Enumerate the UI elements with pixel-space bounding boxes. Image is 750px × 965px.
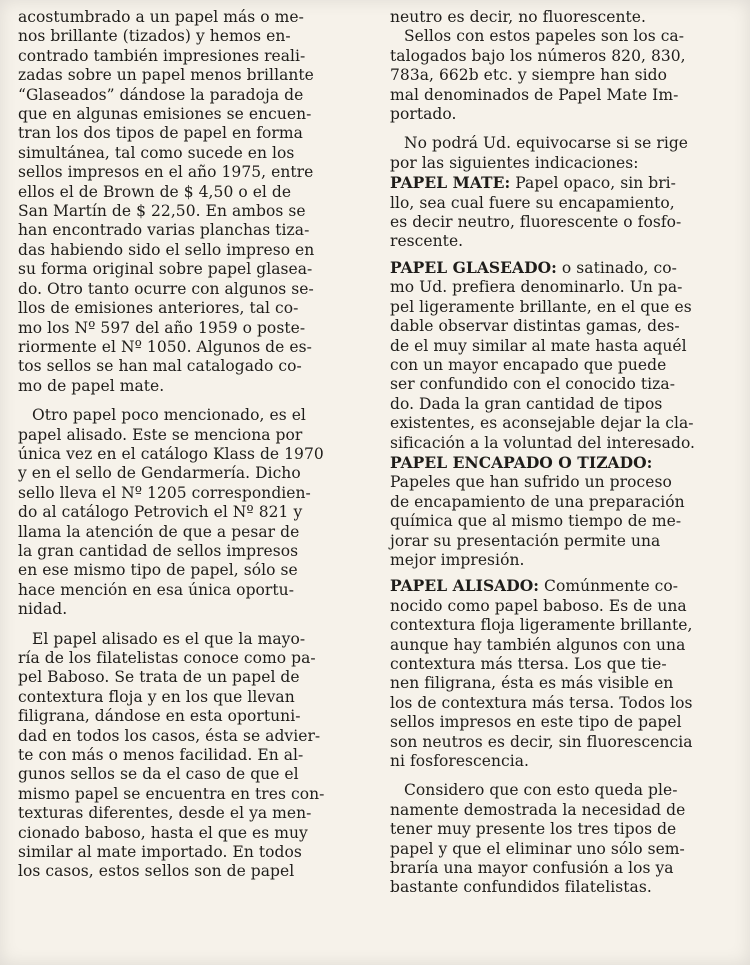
text-line: Considero que con esto queda ple- <box>404 781 678 800</box>
text-line: nen filigrana, ésta es más visible en <box>390 674 674 693</box>
paragraph <box>390 134 722 173</box>
text-line: contrado también impresiones reali- <box>18 46 306 65</box>
text-line: mo de papel mate. <box>18 376 165 395</box>
text-line: sellos impresos en este tipo de papel <box>390 713 682 732</box>
text-line: los casos, estos sellos son de papel <box>18 862 295 881</box>
text-line: con un mayor encapado que puede <box>390 355 667 374</box>
text-line: ría de los filatelistas conoce como pa- <box>18 649 316 667</box>
text-line: acostumbrado a un papel más o me- <box>18 8 304 26</box>
definition-paper-mate <box>390 173 722 252</box>
text-line: texturas diferentes, desde el ya men- <box>18 804 312 823</box>
text-line: do. Otro tanto ocurre con algunos se- <box>18 279 314 298</box>
text-line <box>390 258 722 278</box>
text-line: papel alisado. Este se menciona por <box>18 425 303 444</box>
definition-term: PAPEL GLASEADO: <box>390 257 557 277</box>
text-line: han encontrado varias planchas tiza- <box>18 221 310 240</box>
text-line: los de contextura más tersa. Todos los <box>390 693 693 712</box>
text-line: pel ligeramente brillante, en el que es <box>390 297 692 316</box>
text-line: sellos impresos en el año 1975, entre <box>18 163 314 182</box>
text-line: San Martín de $ 22,50. En ambos se <box>18 202 306 221</box>
text-line: 783a, 662b etc. y siempre han sido <box>390 66 667 85</box>
text-line <box>390 576 722 596</box>
definition-text: o satinado, co- <box>556 258 677 277</box>
text-line: contextura más ttersa. Los que tie- <box>390 655 667 673</box>
text-line: papel y que el eliminar uno sólo sem- <box>390 839 685 858</box>
text-line: llos de emisiones anteriores, tal co- <box>18 299 299 318</box>
text-line: Otro papel poco mencionado, es el <box>32 406 306 425</box>
paragraph <box>390 8 722 124</box>
text-line: que en algunas emisiones se encuen- <box>18 105 312 124</box>
text-line: portado. <box>390 105 457 124</box>
text-line: cionado baboso, hasta el que es muy <box>18 823 308 842</box>
text-line <box>390 453 722 473</box>
text-line: ser confundido con el conocido tiza- <box>390 375 675 394</box>
text-line: pel Baboso. Se trata de un papel de <box>18 668 300 687</box>
right-column <box>390 8 722 898</box>
text-line: de el muy similar al mate hasta aquél <box>390 336 687 355</box>
text-line: son neutros es decir, sin fluorescencia <box>390 732 693 751</box>
definition-paper-glaseado <box>390 258 722 453</box>
text-line: química que al mismo tiempo de me- <box>390 512 682 531</box>
text-line: do al catálogo Petrovich el Nº 821 y <box>18 503 303 522</box>
text-line: tos sellos se han mal catalogado co- <box>18 357 302 376</box>
definition-text: Papel opaco, sin bri- <box>510 174 676 193</box>
text-line: nidad. <box>18 600 68 619</box>
text-line: y en el sello de Gendarmería. Dicho <box>18 464 301 483</box>
text-line: No podrá Ud. equivocarse si se rige <box>404 134 689 153</box>
text-line: sificación a la voluntad del interesado. <box>390 433 696 452</box>
text-line: aunque hay también algunos con una <box>390 635 686 654</box>
text-line: llo, sea cual fuere su encapamiento, <box>390 193 675 212</box>
text-line: bastante confundidos filatelistas. <box>390 878 652 897</box>
text-line: similar al mate importado. En todos <box>18 843 302 862</box>
text-line: jorar su presentación permite una <box>390 531 661 550</box>
text-line: do. Dada la gran cantidad de tipos <box>390 394 663 413</box>
definition-term: PAPEL ENCAPADO O TIZADO: <box>390 452 653 472</box>
text-line: dad en todos los casos, ésta se advier- <box>18 726 321 745</box>
text-line: hace mención en esa única oportu- <box>18 580 294 599</box>
text-line: contextura floja y en los que llevan <box>18 687 295 706</box>
text-line: das habiendo sido el sello impreso en <box>18 240 315 259</box>
text-line: en ese mismo tipo de papel, sólo se <box>18 561 298 580</box>
text-line: contextura floja ligeramente brillante, <box>390 616 693 635</box>
text-line: llama la atención de que a pesar de <box>18 522 300 541</box>
text-line: rescente. <box>390 232 464 251</box>
text-line: zadas sobre un papel menos brillante <box>18 66 314 85</box>
definition-term: PAPEL ALISADO: <box>390 576 540 596</box>
text-line: simultánea, tal como sucede en los <box>18 143 295 162</box>
text-line: de encapamiento de una preparación <box>390 492 685 511</box>
text-line: ni fosforescencia. <box>390 752 530 771</box>
paragraph <box>390 781 722 897</box>
paragraph <box>18 406 358 619</box>
text-line: mo Ud. prefiera denominarlo. Un pa- <box>390 278 683 297</box>
text-line: mo los Nº 597 del año 1959 o poste- <box>18 318 306 337</box>
text-line: Papeles que han sufrido un proceso <box>390 473 672 492</box>
text-line: su forma original sobre papel glasea- <box>18 260 313 279</box>
text-line: gunos sellos se da el caso de que el <box>18 765 299 784</box>
text-line: filigrana, dándose en esta oportuni- <box>18 707 301 726</box>
text-line: es decir neutro, fluorescente o fosfo- <box>390 213 682 232</box>
text-line: El papel alisado es el que la mayo- <box>32 629 306 648</box>
text-line: sello lleva el Nº 1205 correspondien- <box>18 483 311 502</box>
definition-paper-encapado <box>390 453 722 570</box>
text-line: talogados bajo los números 820, 830, <box>390 46 686 65</box>
left-column <box>18 8 358 882</box>
text-line: ellos el de Brown de $ 4,50 o el de <box>18 182 292 201</box>
text-line: riormente el Nº 1050. Algunos de es- <box>18 337 312 356</box>
text-line: existentes, es aconsejable dejar la cla- <box>390 414 694 433</box>
text-line <box>390 173 722 193</box>
text-line: por las siguientes indicaciones: <box>390 153 639 172</box>
text-line: única vez en el catálogo Klass de 1970 <box>18 444 324 463</box>
text-line: Sellos con estos papeles son los ca- <box>404 27 685 46</box>
text-line: braría una mayor confusión a los ya <box>390 859 674 878</box>
definition-paper-alisado <box>390 576 722 771</box>
text-line: nos brillante (tizados) y hemos en- <box>18 27 291 46</box>
text-line: tener muy presente los tres tipos de <box>390 820 677 839</box>
text-line: tran los dos tipos de papel en forma <box>18 124 303 143</box>
definition-text: Comúnmente co- <box>539 577 679 596</box>
text-line: nocido como papel baboso. Es de una <box>390 596 687 615</box>
definition-term: PAPEL MATE: <box>390 173 511 193</box>
text-line: mismo papel se encuentra en tres con- <box>18 784 325 803</box>
text-line: neutro es decir, no fluorescente. <box>390 8 646 26</box>
text-line: la gran cantidad de sellos impresos <box>18 541 299 560</box>
paragraph <box>18 8 358 396</box>
text-line: “Glaseados” dándose la paradoja de <box>18 85 304 104</box>
text-line: dable observar distintas gamas, des- <box>390 317 680 336</box>
text-line: namente demostrada la necesidad de <box>390 800 686 819</box>
paragraph <box>18 630 358 882</box>
text-line: mal denominados de Papel Mate Im- <box>390 85 679 104</box>
text-line: mejor impresión. <box>390 550 525 569</box>
text-line: te con más o menos facilidad. En al- <box>18 746 304 765</box>
